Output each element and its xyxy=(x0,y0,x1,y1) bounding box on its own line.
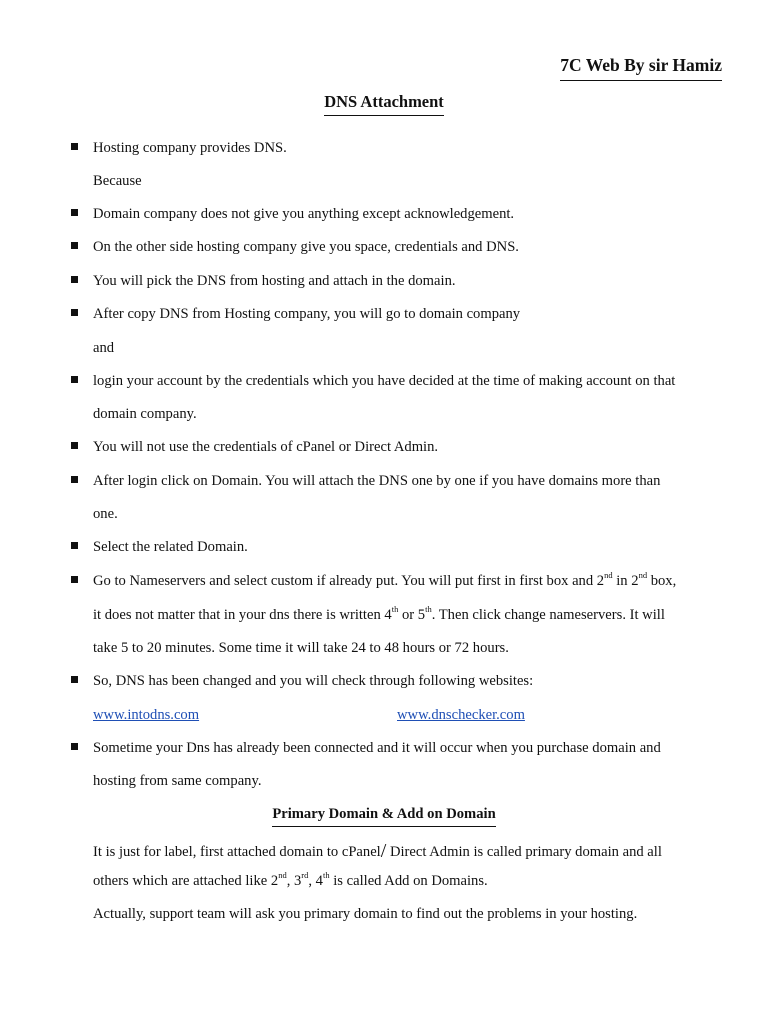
text-span: , 3 xyxy=(286,873,302,889)
slash-glyph: / xyxy=(380,840,387,862)
text-span: . Then click change nameservers. It will xyxy=(431,607,665,623)
bullet-icon xyxy=(71,743,78,750)
text-line xyxy=(93,604,665,624)
ordinal-sup: rd xyxy=(301,870,309,880)
bullet-icon xyxy=(71,576,78,583)
paragraph-line xyxy=(93,840,662,863)
text-span: Direct Admin is called primary domain and all xyxy=(386,844,662,860)
text-span: , 4 xyxy=(308,873,323,889)
text-line: domain company. xyxy=(93,406,197,422)
bullet-icon xyxy=(71,376,78,383)
text-span: It is just for label, first attached domain to cPanel xyxy=(93,844,381,860)
text-line: one. xyxy=(93,506,118,522)
ordinal-sup: nd xyxy=(278,870,287,880)
bullet-icon xyxy=(71,242,78,249)
ordinal-sup: th xyxy=(425,604,432,614)
header-author: 7C Web By sir Hamiz xyxy=(560,55,722,81)
text-line xyxy=(93,570,677,590)
text-line: Select the related Domain. xyxy=(93,539,248,555)
text-line: You will pick the DNS from hosting and attach in the domain. xyxy=(93,273,456,289)
text-line: On the other side hosting company give you space, credentials and DNS. xyxy=(93,239,519,255)
text-line: After copy DNS from Hosting company, you will go to domain company xyxy=(93,306,521,322)
text-line: login your account by the credentials which you have decided at the time of making account on that xyxy=(93,373,676,389)
ordinal-sup: th xyxy=(391,604,399,614)
bullet-icon xyxy=(71,442,78,449)
section-title-text: Primary Domain & Add on Domain xyxy=(272,806,495,827)
text-line: Domain company does not give you anything except acknowledgement. xyxy=(93,206,515,222)
bullet-icon xyxy=(71,476,78,483)
text-line: After login click on Domain. You will attach the DNS one by one if you have domains more than xyxy=(93,473,661,489)
text-span: it does not matter that in your dns there is written 4 xyxy=(93,607,392,623)
page-title-text: DNS Attachment xyxy=(324,92,444,116)
text-line: hosting from same company. xyxy=(93,773,262,789)
bullet-icon xyxy=(71,542,78,549)
text-line: Sometime your Dns has already been connected and it will occur when you purchase domain and xyxy=(93,740,661,756)
bullet-icon xyxy=(71,309,78,316)
text-line: Hosting company provides DNS. xyxy=(93,140,287,156)
text-span: box, xyxy=(647,573,677,589)
link-dnschecker[interactable]: www.dnschecker.com xyxy=(397,707,525,723)
ordinal-sup: th xyxy=(322,870,330,880)
ordinal-sup: nd xyxy=(638,570,648,580)
bullet-icon xyxy=(71,276,78,283)
text-line: So, DNS has been changed and you will check through following websites: xyxy=(93,673,534,689)
text-line: You will not use the credentials of cPanel or Direct Admin. xyxy=(93,439,439,455)
link-intodns[interactable]: www.intodns.com xyxy=(93,707,200,723)
section-title xyxy=(0,806,768,823)
bullet-icon xyxy=(71,676,78,683)
text-span: is called Add on Domains. xyxy=(329,873,488,889)
text-line: and xyxy=(93,340,115,356)
paragraph-line: Actually, support team will ask you primary domain to find out the problems in your hosting. xyxy=(93,906,638,922)
ordinal-sup: nd xyxy=(604,570,613,580)
bullet-icon xyxy=(71,209,78,216)
text-line: Because xyxy=(93,173,142,189)
text-span: Go to Nameservers and select custom if already put. You will put first in first box and 2 xyxy=(93,573,605,589)
text-span: or 5 xyxy=(398,607,426,623)
paragraph-line xyxy=(93,870,488,890)
bullet-icon xyxy=(71,143,78,150)
page-title xyxy=(0,92,768,112)
text-span: in 2 xyxy=(612,573,639,589)
text-line: take 5 to 20 minutes. Some time it will take 24 to 48 hours or 72 hours. xyxy=(93,640,509,656)
text-span: others which are attached like 2 xyxy=(93,873,279,889)
